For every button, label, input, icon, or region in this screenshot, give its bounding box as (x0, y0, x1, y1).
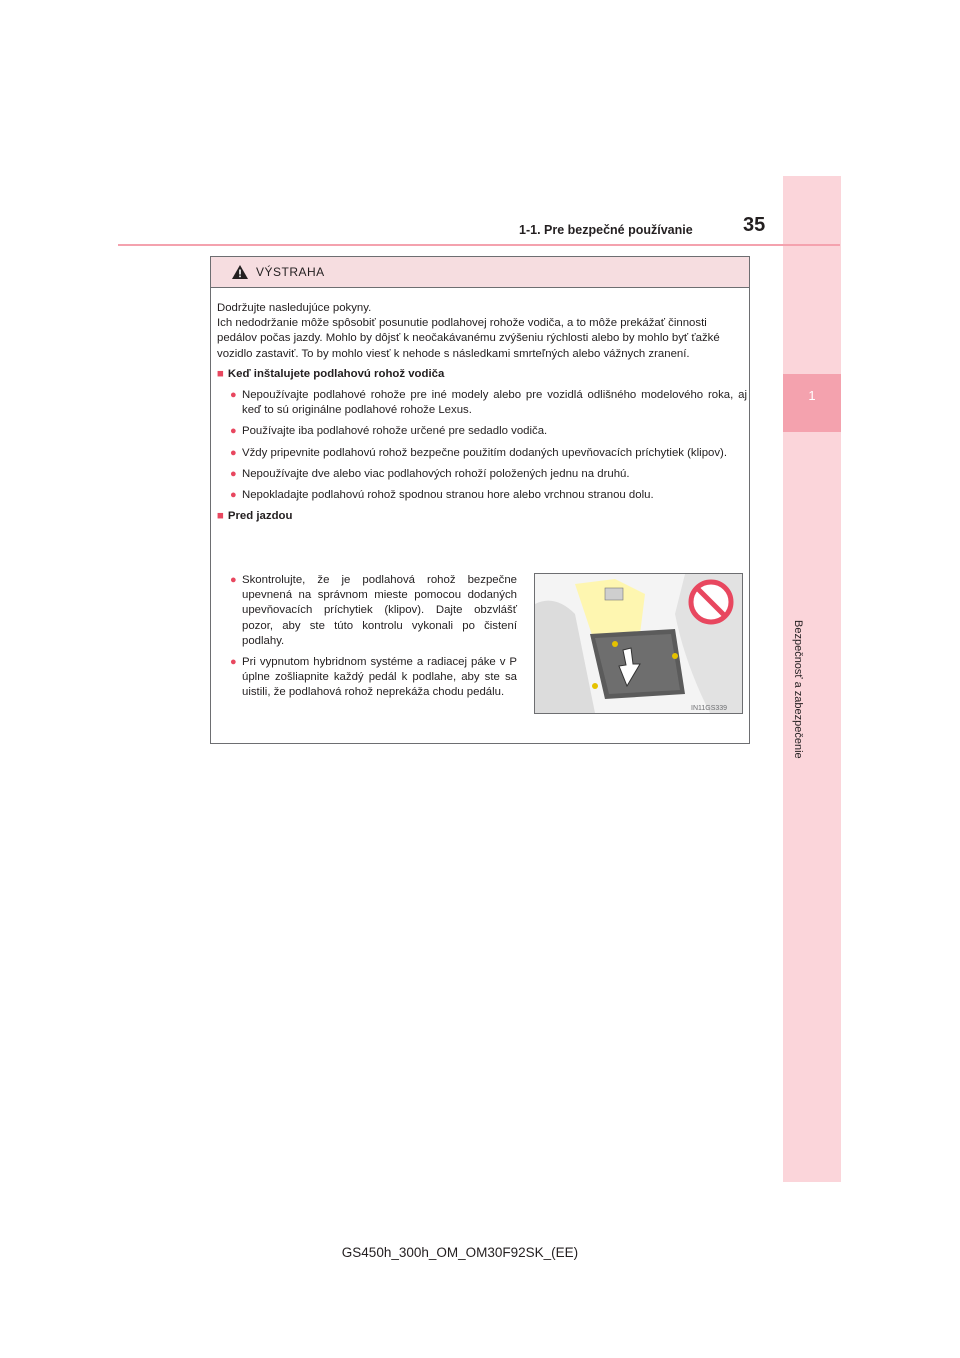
circle-bullet-icon: ● (230, 489, 237, 502)
chapter-number: 1 (808, 388, 816, 403)
intro-line: Dodržujte nasledujúce pokyny. (217, 302, 372, 314)
document-code: GS450h_300h_OM_OM30F92SK_(EE) (341, 1245, 579, 1260)
section-heading: ■ Pred jazdou (217, 510, 293, 523)
list-item: ● Používajte iba podlahové rohože určené pre sedadlo vodiča. (217, 424, 747, 439)
section-title: 1-1. Pre bezpečné používanie (519, 223, 693, 237)
footer (0, 1245, 960, 1260)
list-item: ● Vždy pripevnite podlahovú rohož bezpečne použitím dodaných upevňovacích príchytiek (klipov). (217, 446, 747, 461)
bullets-with-illustration (217, 573, 517, 707)
warning-triangle-icon (231, 264, 249, 280)
square-bullet-icon: ■ (217, 510, 224, 523)
circle-bullet-icon: ● (230, 425, 237, 438)
chapter-title: Bezpečnosť a zabezpečenie (792, 620, 804, 759)
list-item: ● Skontrolujte, že je podlahová rohož bezpečne upevnená na správnom mieste pomocou dodaných upevňovacích príchytiek (klipov). Dajte obzvlášť pozor, aby ste túto kontrolu vykonali po čistení podlahy. (230, 574, 517, 647)
list-item: ● Nepoužívajte dve alebo viac podlahových rohoží položených jednu na druhú. (217, 467, 747, 482)
circle-bullet-icon: ● (230, 467, 237, 480)
circle-bullet-icon: ● (230, 656, 237, 669)
warning-title: VÝSTRAHA (256, 265, 325, 279)
floor-mat-drawing (535, 574, 742, 713)
intro-text: Ich nedodržanie môže spôsobiť posunutie podlahovej rohože vodiča, a to môže prekážať činnosti pedálov počas jazdy. Mohlo by dôjsť k neočakávanému zvýšeniu rýchlosti alebo by mohlo byť ťažké vozidlo zastaviť. To by mohlo viesť k nehode s následkami smrteľných alebo vážnych zranení. (217, 317, 720, 360)
list-item: ● Nepoužívajte podlahové rohože pre iné modely alebo pre vozidlá odlišného modelového roka, aj keď to sú originálne podlahové rohože Lexus. (230, 389, 747, 417)
warning-body (217, 301, 747, 712)
section-heading: ■ Keď inštalujete podlahovú rohož vodiča (217, 367, 445, 380)
circle-bullet-icon: ● (230, 446, 237, 459)
circle-bullet-icon: ● (230, 574, 237, 586)
list-item: ● Pri vypnutom hybridnom systéme a radiacej páke v P úplne zošliapnite každý pedál k podlahe, aby ste sa uistili, že podlahová rohož neprekáža chodu pedálu. (230, 656, 517, 699)
page-number: 35 (743, 214, 766, 236)
header-divider (118, 244, 840, 246)
floor-mat-illustration (534, 573, 743, 714)
warning-header (211, 257, 749, 288)
square-bullet-icon: ■ (217, 367, 224, 380)
warning-box (210, 256, 750, 744)
chapter-tab-active[interactable] (783, 374, 841, 432)
list-item: ● Nepokladajte podlahovú rohož spodnou stranou hore alebo vrchnou stranou dolu. (217, 488, 747, 503)
circle-bullet-icon: ● (230, 389, 237, 402)
illustration-code: IN11GS339 (691, 705, 728, 712)
